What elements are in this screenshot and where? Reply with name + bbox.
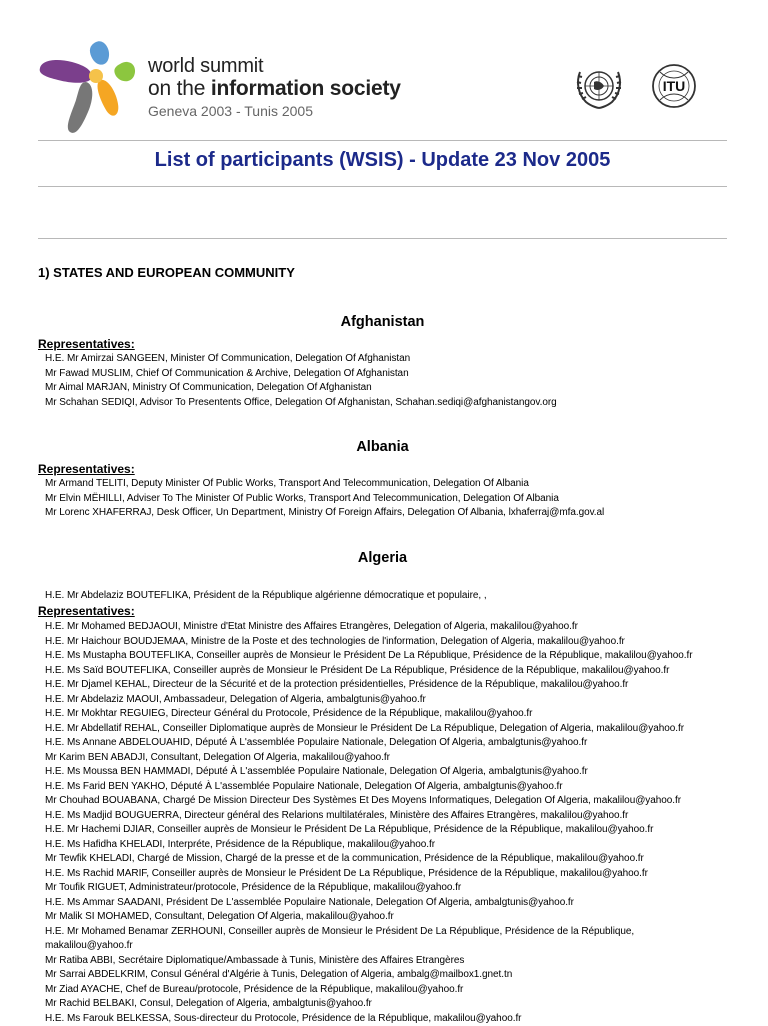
participant-entry: H.E. Ms Mustapha BOUTEFLIKA, Conseiller auprès de Monsieur le Président De La République, Présidence de la République, makalilou@yahoo.fr — [45, 649, 735, 664]
participant-entry: H.E. Mr Djamel KEHAL, Directeur de la Sécurité et de la protection présidentielles, Présidence de la République, makalilou@yahoo.fr — [45, 678, 735, 693]
country-heading-afghanistan: Afghanistan — [38, 314, 727, 330]
participant-entry: H.E. Ms Rachid MARIF, Conseiller auprès de Monsieur le Président De La République, Présidence de la République, makalilou@yahoo.fr — [45, 867, 735, 882]
divider — [38, 186, 727, 187]
participant-entry: Mr Aimal MARJAN, Ministry Of Communication, Delegation Of Afghanistan — [45, 381, 735, 396]
divider — [38, 140, 727, 141]
itu-emblem-icon — [650, 62, 698, 110]
participant-list-albania — [45, 477, 735, 521]
country-heading-albania: Albania — [38, 439, 727, 455]
participant-entry: Mr Ratiba ABBI, Secrétaire Diplomatique/Ambassade à Tunis, Ministère des Affaires Etrangères — [45, 954, 735, 969]
participant-entry: H.E. Ms Hafidha KHELADI, Interpréte, Présidence de la République, makalilou@yahoo.fr — [45, 838, 735, 853]
divider — [38, 238, 727, 239]
un-emblem-icon — [572, 64, 626, 112]
participant-entry: Mr Fawad MUSLIM, Chief Of Communication & Archive, Delegation Of Afghanistan — [45, 367, 735, 382]
participant-entry: Mr Ziad AYACHE, Chef de Bureau/protocole, Présidence de la République, makalilou@yahoo.fr — [45, 983, 735, 998]
wsis-logo-icon — [38, 40, 138, 136]
country-heading-algeria: Algeria — [38, 550, 727, 566]
section-title: 1) STATES AND EUROPEAN COMMUNITY — [38, 265, 295, 280]
participant-entry: H.E. Mr Mokhtar REGUIEG, Directeur Général du Protocole, Présidence de la République, makalilou@yahoo.fr — [45, 707, 735, 722]
participant-list-algeria — [45, 620, 735, 1026]
participant-entry: H.E. Ms Annane ABDELOUAHID, Député À L'assemblée Populaire Nationale, Delegation Of Algeria, ambalgtunis@yahoo.fr — [45, 736, 735, 751]
participant-entry: H.E. Ms Saïd BOUTEFLIKA, Conseiller auprès de Monsieur le Président De La République, Présidence de la République, makalilou@yahoo.fr — [45, 664, 735, 679]
participant-entry: H.E. Mr Abdellatif REHAL, Conseiller Diplomatique auprès de Monsieur le Président De La République, Delegation of Algeria, makalilou@yahoo.fr — [45, 722, 735, 737]
logo-wordmark — [148, 56, 401, 118]
participant-entry: Mr Lorenc XHAFERRAJ, Desk Officer, Un Department, Ministry Of Foreign Affairs, Delegation Of Albania, lxhaferraj@mfa.gov.al — [45, 506, 735, 521]
representatives-label: Representatives: — [38, 462, 135, 476]
participant-entry: H.E. Ms Madjid BOUGUERRA, Directeur général des Relarions multilatérales, Ministère des Affaires Etrangères, makalilou@yahoo.fr — [45, 809, 735, 824]
participant-entry: Mr Karim BEN ABADJI, Consultant, Delegation Of Algeria, makalilou@yahoo.fr — [45, 751, 735, 766]
participant-entry: H.E. Mr Mohamed Benamar ZERHOUNI, Conseiller auprès de Monsieur le Président De La République, Présidence de la République, makalilou@yahoo.fr — [45, 925, 670, 954]
participant-entry: Mr Schahan SEDIQI, Advisor To Presentents Office, Delegation Of Afghanistan, Schahan.sediqi@afghanistangov.org — [45, 396, 735, 411]
representatives-label: Representatives: — [38, 337, 135, 351]
participant-entry: H.E. Mr Abdelaziz BOUTEFLIKA, Président de la République algérienne démocratique et populaire, , — [45, 589, 735, 604]
participant-list-afghanistan — [45, 352, 735, 410]
participant-entry: H.E. Mr Mohamed BEDJAOUI, Ministre d'Etat Ministre des Affaires Etrangères, Delegation of Algeria, makalilou@yahoo.fr — [45, 620, 735, 635]
participant-entry: Mr Rachid BELBAKI, Consul, Delegation of Algeria, ambalgtunis@yahoo.fr — [45, 997, 735, 1012]
participant-entry: H.E. Ms Moussa BEN HAMMADI, Député À L'assemblée Populaire Nationale, Delegation Of Algeria, ambalgtunis@yahoo.fr — [45, 765, 735, 780]
participant-entry: H.E. Ms Farid BEN YAKHO, Député À L'assemblée Populaire Nationale, Delegation Of Algeria, ambalgtunis@yahoo.fr — [45, 780, 735, 795]
representatives-label: Representatives: — [38, 604, 135, 618]
page-title: List of participants (WSIS) - Update 23 Nov 2005 — [38, 149, 727, 172]
participant-entry: Mr Sarrai ABDELKRIM, Consul Général d'Algérie à Tunis, Delegation of Algeria, ambalg@mailbox1.gnet.tn — [45, 968, 735, 983]
participant-entry: Mr Toufik RIGUET, Administrateur/protocole, Présidence de la République, makalilou@yahoo.fr — [45, 881, 735, 896]
participant-entry: Mr Elvin MËHILLI, Adviser To The Minister Of Public Works, Transport And Telecommunication, Delegation Of Albania — [45, 492, 735, 507]
participant-entry: Mr Chouhad BOUABANA, Chargé De Mission Directeur Des Systèmes Et Des Moyens Informatiques, Delegation Of Algeria, makalilou@yahoo.fr — [45, 794, 735, 809]
participant-entry: Mr Tewfik KHELADI, Chargé de Mission, Chargé de la presse et de la communication, Présidence de la République, makalilou@yahoo.fr — [45, 852, 735, 867]
logo-line-1: world summit — [148, 56, 401, 76]
participant-entry: H.E. Mr Hachemi DJIAR, Conseiller auprès de Monsieur le Président De La République, Présidence de la République, makalilou@yahoo.fr — [45, 823, 735, 838]
head-of-state-entry — [45, 589, 735, 604]
logo-line-2: on the information society — [148, 78, 401, 99]
participant-entry: Mr Armand TELITI, Deputy Minister Of Public Works, Transport And Telecommunication, Delegation Of Albania — [45, 477, 735, 492]
logo-line-3: Geneva 2003 - Tunis 2005 — [148, 104, 401, 118]
participant-entry: Mr Malik SI MOHAMED, Consultant, Delegation Of Algeria, makalilou@yahoo.fr — [45, 910, 735, 925]
participant-entry: H.E. Mr Haichour BOUDJEMAA, Ministre de la Poste et des technologies de l'information, Delegation of Algeria, makalilou@yahoo.fr — [45, 635, 735, 650]
participant-entry: H.E. Ms Ammar SAADANI, Président De L'assemblée Populaire Nationale, Delegation Of Algeria, ambalgtunis@yahoo.fr — [45, 896, 735, 911]
participant-entry: H.E. Mr Amirzai SANGEEN, Minister Of Communication, Delegation Of Afghanistan — [45, 352, 735, 367]
participant-entry: H.E. Mr Abdelaziz MAOUI, Ambassadeur, Delegation of Algeria, ambalgtunis@yahoo.fr — [45, 693, 735, 708]
participant-entry: H.E. Ms Farouk BELKESSA, Sous-directeur du Protocole, Présidence de la République, makalilou@yahoo.fr — [45, 1012, 735, 1026]
itu-label: ITU — [663, 78, 686, 94]
page-header — [38, 36, 728, 140]
